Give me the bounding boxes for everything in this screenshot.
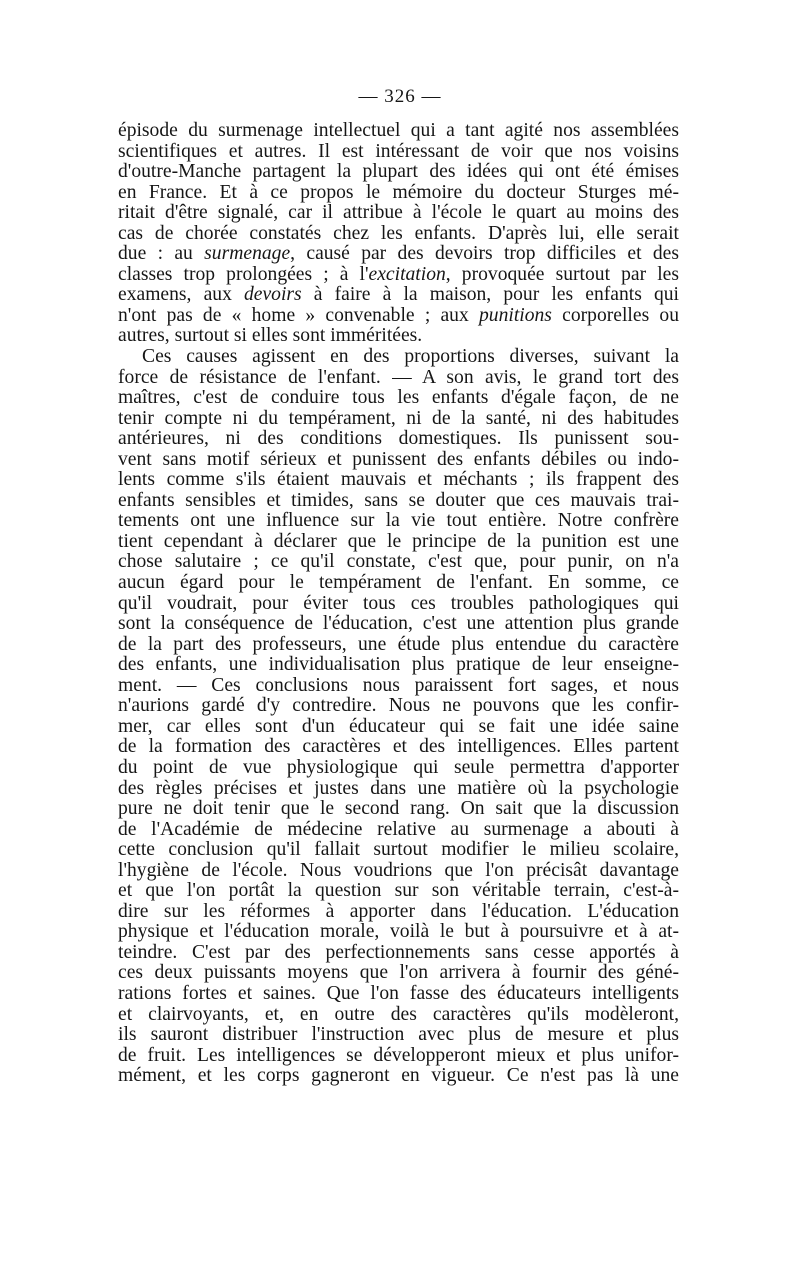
body-text: [118, 121, 679, 1087]
text-line: de fruit. Les intelligences se développeront mieux et plus unifor-: [118, 1044, 679, 1066]
text-line: pure ne doit tenir que le second rang. On sait que la discussion: [118, 798, 679, 820]
text-line: scientifiques et autres. Il est intéressant de voir que nos voisins: [118, 140, 679, 162]
text-line: cette conclusion qu'il fallait surtout modifier le milieu scolaire,: [118, 839, 679, 861]
text-line: due : au surmenage, causé par des devoirs trop difficiles et des: [118, 243, 679, 265]
text-line: tements ont une influence sur la vie tout entière. Notre confrère: [118, 510, 679, 532]
text-line: enfants sensibles et timides, sans se douter que ces mauvais trai-: [118, 489, 679, 511]
text-line: n'aurions gardé d'y contredire. Nous ne pouvons que les confir-: [118, 695, 679, 717]
text-line: antérieures, ni des conditions domestiques. Ils punissent sou-: [118, 428, 679, 450]
text-line: mer, car elles sont d'un éducateur qui se fait une idée saine: [118, 715, 679, 737]
text-line: des enfants, une individualisation plus pratique de leur enseigne-: [118, 654, 679, 676]
text-line: et que l'on portât la question sur son véritable terrain, c'est-à-: [118, 880, 679, 902]
text-line: autres, surtout si elles sont imméritées.: [118, 325, 423, 347]
text-line: maîtres, c'est de conduire tous les enfants d'égale façon, de ne: [118, 387, 679, 409]
text-line: lents comme s'ils étaient mauvais et méchants ; ils frappent des: [118, 469, 679, 491]
text-line: de l'Académie de médecine relative au surmenage a abouti à: [118, 818, 679, 840]
text-line: tient cependant à déclarer que le principe de la punition est une: [118, 530, 679, 552]
text-line: l'hygiène de l'école. Nous voudrions que l'on précisât davantage: [118, 859, 679, 881]
text-line: rations fortes et saines. Que l'on fasse des éducateurs intelligents: [118, 982, 679, 1004]
text-line: ment. — Ces conclusions nous paraissent fort sages, et nous: [118, 674, 679, 696]
text-line: ils sauront distribuer l'instruction avec plus de mesure et plus: [118, 1024, 679, 1046]
text-line: classes trop prolongées ; à l'excitation, provoquée surtout par les: [118, 263, 679, 285]
text-line: et clairvoyants, et, en outre des caractères qu'ils modèleront,: [118, 1003, 679, 1025]
text-line: teindre. C'est par des perfectionnements sans cesse apportés à: [118, 941, 679, 963]
text-line: chose salutaire ; ce qu'il constate, c'est que, pour punir, on n'a: [118, 551, 679, 573]
text-line: épisode du surmenage intellectuel qui a tant agité nos assemblées: [118, 120, 679, 141]
text-line: ritait d'être signalé, car il attribue à l'école le quart au moins des: [118, 202, 679, 224]
emphasized-word: devoirs: [243, 284, 302, 306]
text-line: qu'il voudrait, pour éviter tous ces troubles pathologiques qui: [118, 592, 679, 614]
text-line: n'ont pas de « home » convenable ; aux punitions corporelles ou: [118, 304, 680, 326]
text-line: vent sans motif sérieux et punissent des enfants débiles ou indo-: [118, 448, 679, 470]
text-line: mément, et les corps gagneront en vigueur. Ce n'est pas là une: [118, 1065, 679, 1087]
text-line: en France. Et à ce propos le mémoire du docteur Sturges mé-: [118, 181, 679, 203]
page-number: — 326 —: [358, 86, 442, 107]
text-line: d'outre-Manche partagent la plupart des idées qui ont été émises: [118, 161, 679, 183]
emphasized-word: surmenage: [204, 243, 291, 265]
text-line: ces deux puissants moyens que l'on arrivera à fournir des géné-: [118, 962, 679, 984]
text-line: examens, aux devoirs à faire à la maison, pour les enfants qui: [118, 284, 679, 306]
text-line: sont la conséquence de l'éducation, c'est une attention plus grande: [118, 613, 679, 635]
text-line: de la formation des caractères et des intelligences. Elles partent: [118, 736, 679, 758]
text-line: Ces causes agissent en des proportions diverses, suivant la: [142, 346, 679, 368]
emphasized-word: excitation: [368, 263, 446, 285]
text-line: dire sur les réformes à apporter dans l'éducation. L'éducation: [118, 900, 679, 922]
text-line: physique et l'éducation morale, voilà le but à poursuivre et à at-: [118, 921, 679, 943]
text-line: tenir compte ni du tempérament, ni de la santé, ni des habitudes: [118, 407, 679, 429]
text-line: force de résistance de l'enfant. — A son avis, le grand tort des: [118, 366, 679, 388]
text-line: de la part des professeurs, une étude plus entendue du caractère: [118, 633, 679, 655]
text-line: du point de vue physiologique qui seule permettra d'apporter: [118, 756, 679, 778]
text-line: cas de chorée constatés chez les enfants. D'après lui, elle serait: [118, 222, 679, 244]
text-line: aucun égard pour le tempérament de l'enfant. En somme, ce: [118, 572, 679, 594]
text-line: des règles précises et justes dans une matière où la psychologie: [118, 777, 679, 799]
emphasized-word: punitions: [478, 304, 552, 326]
